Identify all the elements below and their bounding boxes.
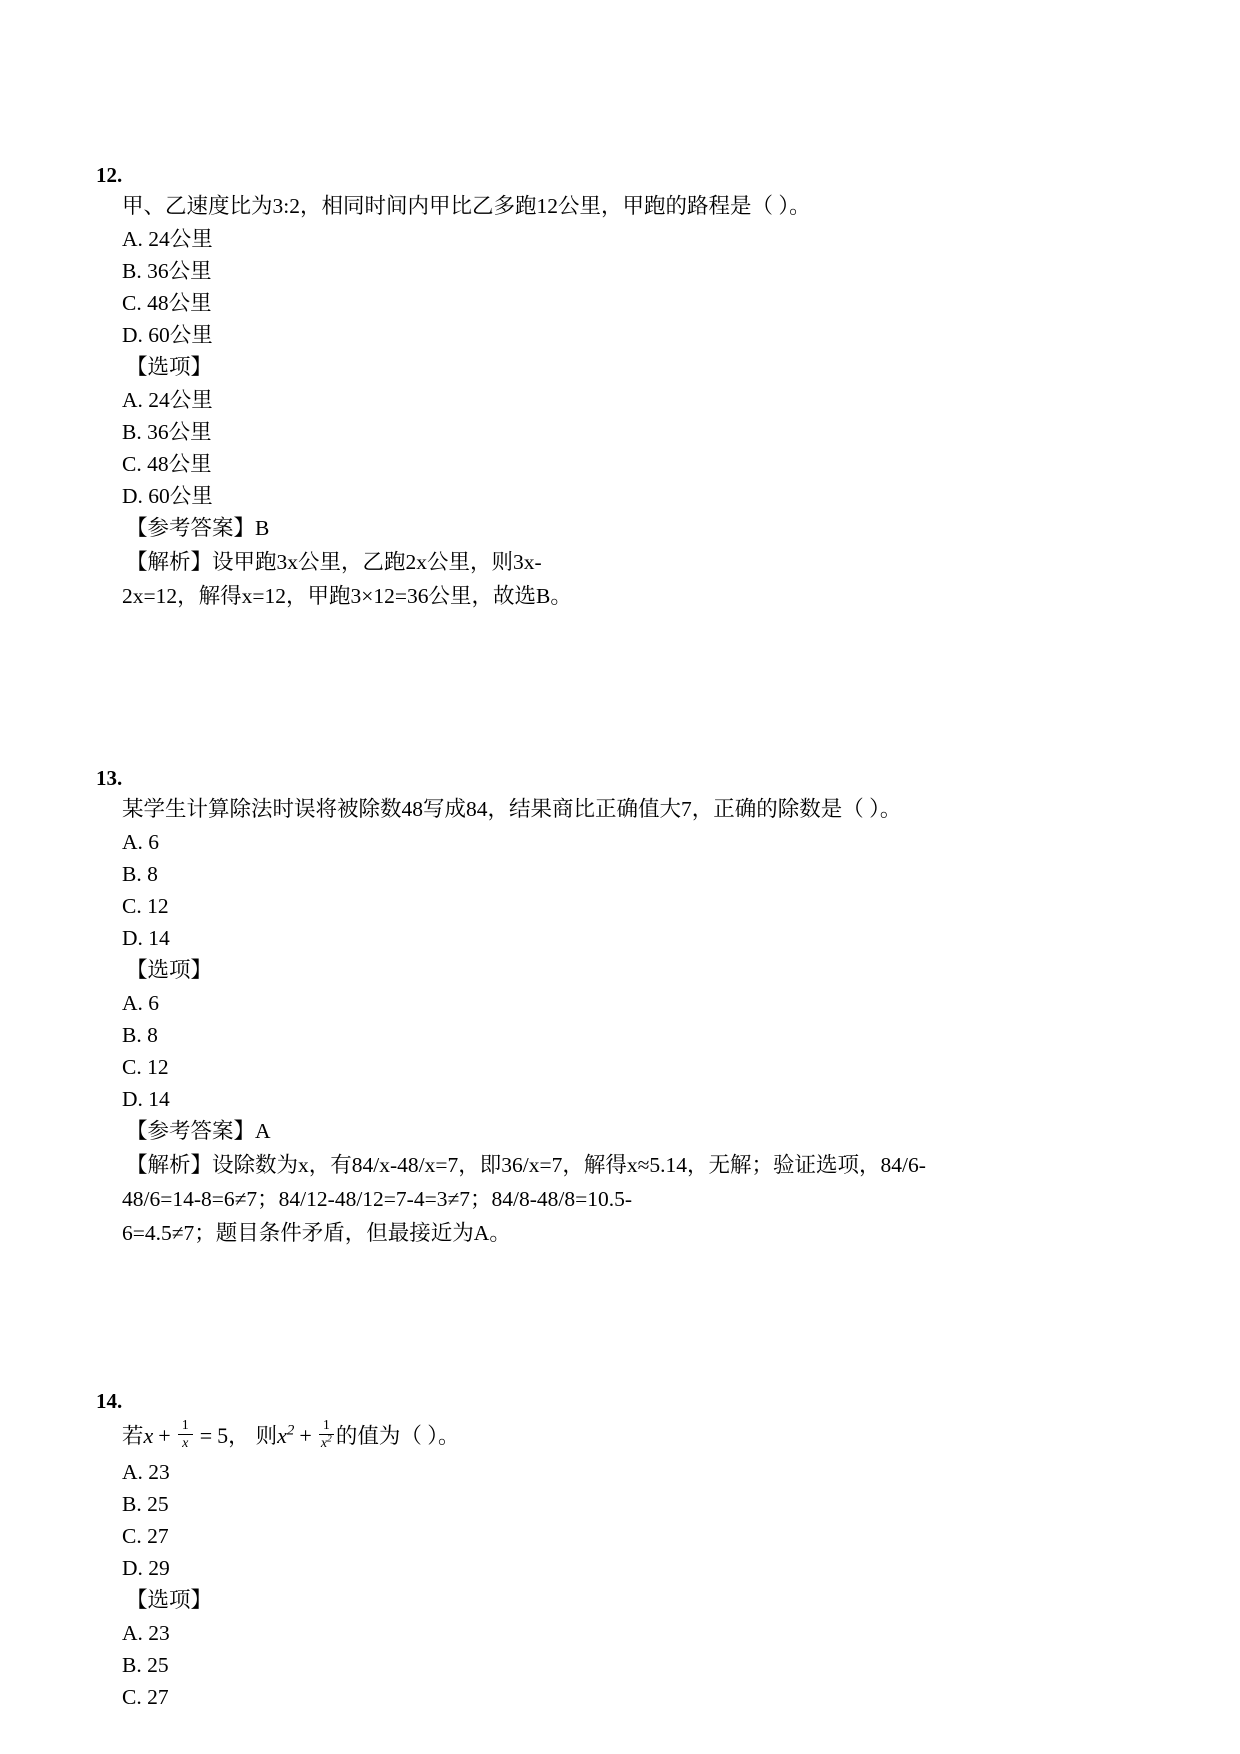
option-a[interactable]: A. 6: [122, 830, 160, 854]
fraction-numerator: 1: [322, 1417, 330, 1433]
fraction-one-over-x-squared: [319, 1419, 334, 1451]
repeat-option-b[interactable]: B. 8: [122, 1023, 158, 1047]
formula-suffix: 的值为（ ）。: [335, 1424, 460, 1448]
options-label: 【选项】: [126, 958, 213, 982]
question-stem: 某学生计算除法时误将被除数48写成84，结果商比正确值大7，正确的除数是（ ）。: [122, 797, 902, 821]
formula-variable-x1: x: [143, 1423, 154, 1448]
option-b[interactable]: B. 8: [122, 862, 158, 886]
option-a[interactable]: A. 24公里: [122, 227, 213, 251]
formula-variable-x2-base: x: [277, 1423, 287, 1448]
question-number: 13.: [96, 766, 123, 790]
option-a[interactable]: A. 23: [122, 1460, 170, 1484]
options-label: 【选项】: [126, 1588, 213, 1612]
option-c[interactable]: C. 12: [122, 894, 169, 918]
page-content: [96, 160, 1146, 1713]
section-spacer: [96, 1250, 1146, 1386]
question-stem: 甲、乙速度比为3:2，相同时间内甲比乙多跑12公里，甲跑的路程是（ ）。: [122, 194, 811, 218]
explanation-line-1: 【解析】设除数为x，有84/x-48/x=7，即36/x=7，解得x≈5.14，无解；验证选项，84/6-: [126, 1153, 926, 1177]
option-c[interactable]: C. 27: [122, 1524, 169, 1548]
question-block-14: [96, 1386, 1146, 1713]
formula-comma: ，: [228, 1424, 250, 1448]
repeat-option-b[interactable]: B. 25: [122, 1653, 169, 1677]
formula-plus-2: +: [299, 1423, 312, 1448]
repeat-option-a[interactable]: A. 23: [122, 1621, 170, 1645]
fraction-denominator-base: x: [320, 1436, 328, 1452]
fraction-denominator: [319, 1435, 334, 1451]
repeat-option-a[interactable]: A. 24公里: [122, 388, 213, 412]
repeat-option-d[interactable]: D. 60公里: [122, 484, 213, 508]
question-body: [96, 190, 1146, 613]
explanation-line-2: 48/6=14-8=6≠7；84/12-48/12=7-4=3≠7；84/8-48/8=10.5-: [122, 1187, 633, 1211]
formula-value-5: 5: [217, 1423, 229, 1448]
question-body: [96, 1416, 1146, 1713]
section-spacer: [96, 613, 1146, 763]
question-block-13: [96, 763, 1146, 1250]
option-d[interactable]: D. 60公里: [122, 323, 213, 347]
repeat-option-c[interactable]: C. 27: [122, 1685, 169, 1709]
question-number: 14.: [96, 1389, 123, 1413]
option-b[interactable]: B. 36公里: [122, 259, 212, 283]
question-body: [96, 793, 1146, 1250]
formula-variable-x2: [277, 1416, 294, 1456]
option-c[interactable]: C. 48公里: [122, 291, 212, 315]
repeat-option-d[interactable]: D. 14: [122, 1087, 170, 1111]
repeat-option-b[interactable]: B. 36公里: [122, 420, 212, 444]
repeat-option-a[interactable]: A. 6: [122, 991, 160, 1015]
options-label: 【选项】: [126, 355, 213, 379]
repeat-option-c[interactable]: C. 48公里: [122, 452, 212, 476]
option-d[interactable]: D. 14: [122, 926, 170, 950]
formula-then: 则: [255, 1424, 278, 1448]
reference-answer: 【参考答案】B: [126, 516, 270, 540]
reference-answer: 【参考答案】A: [126, 1119, 271, 1143]
option-d[interactable]: D. 29: [122, 1556, 170, 1580]
formula-x2-exponent: 2: [286, 1422, 295, 1439]
formula-prefix: 若: [122, 1424, 144, 1448]
formula-plus-1: +: [158, 1423, 171, 1448]
fraction-numerator: 1: [181, 1417, 189, 1433]
question-block-12: [96, 160, 1146, 613]
question-stem-formula: [122, 1416, 1146, 1456]
fraction-one-over-x: [178, 1419, 193, 1451]
repeat-option-c[interactable]: C. 12: [122, 1055, 169, 1079]
option-b[interactable]: B. 25: [122, 1492, 169, 1516]
explanation-line-2: 2x=12，解得x=12，甲跑3×12=36公里，故选B。: [122, 584, 572, 608]
formula-equals: =: [199, 1423, 213, 1448]
explanation-line-1: 【解析】设甲跑3x公里，乙跑2x公里，则3x-: [126, 550, 542, 574]
question-number: 12.: [96, 163, 123, 187]
fraction-denominator: x: [182, 1436, 189, 1452]
fraction-denominator-exponent: 2: [327, 1434, 332, 1445]
explanation-line-3: 6=4.5≠7；题目条件矛盾，但最接近为A。: [122, 1221, 511, 1245]
